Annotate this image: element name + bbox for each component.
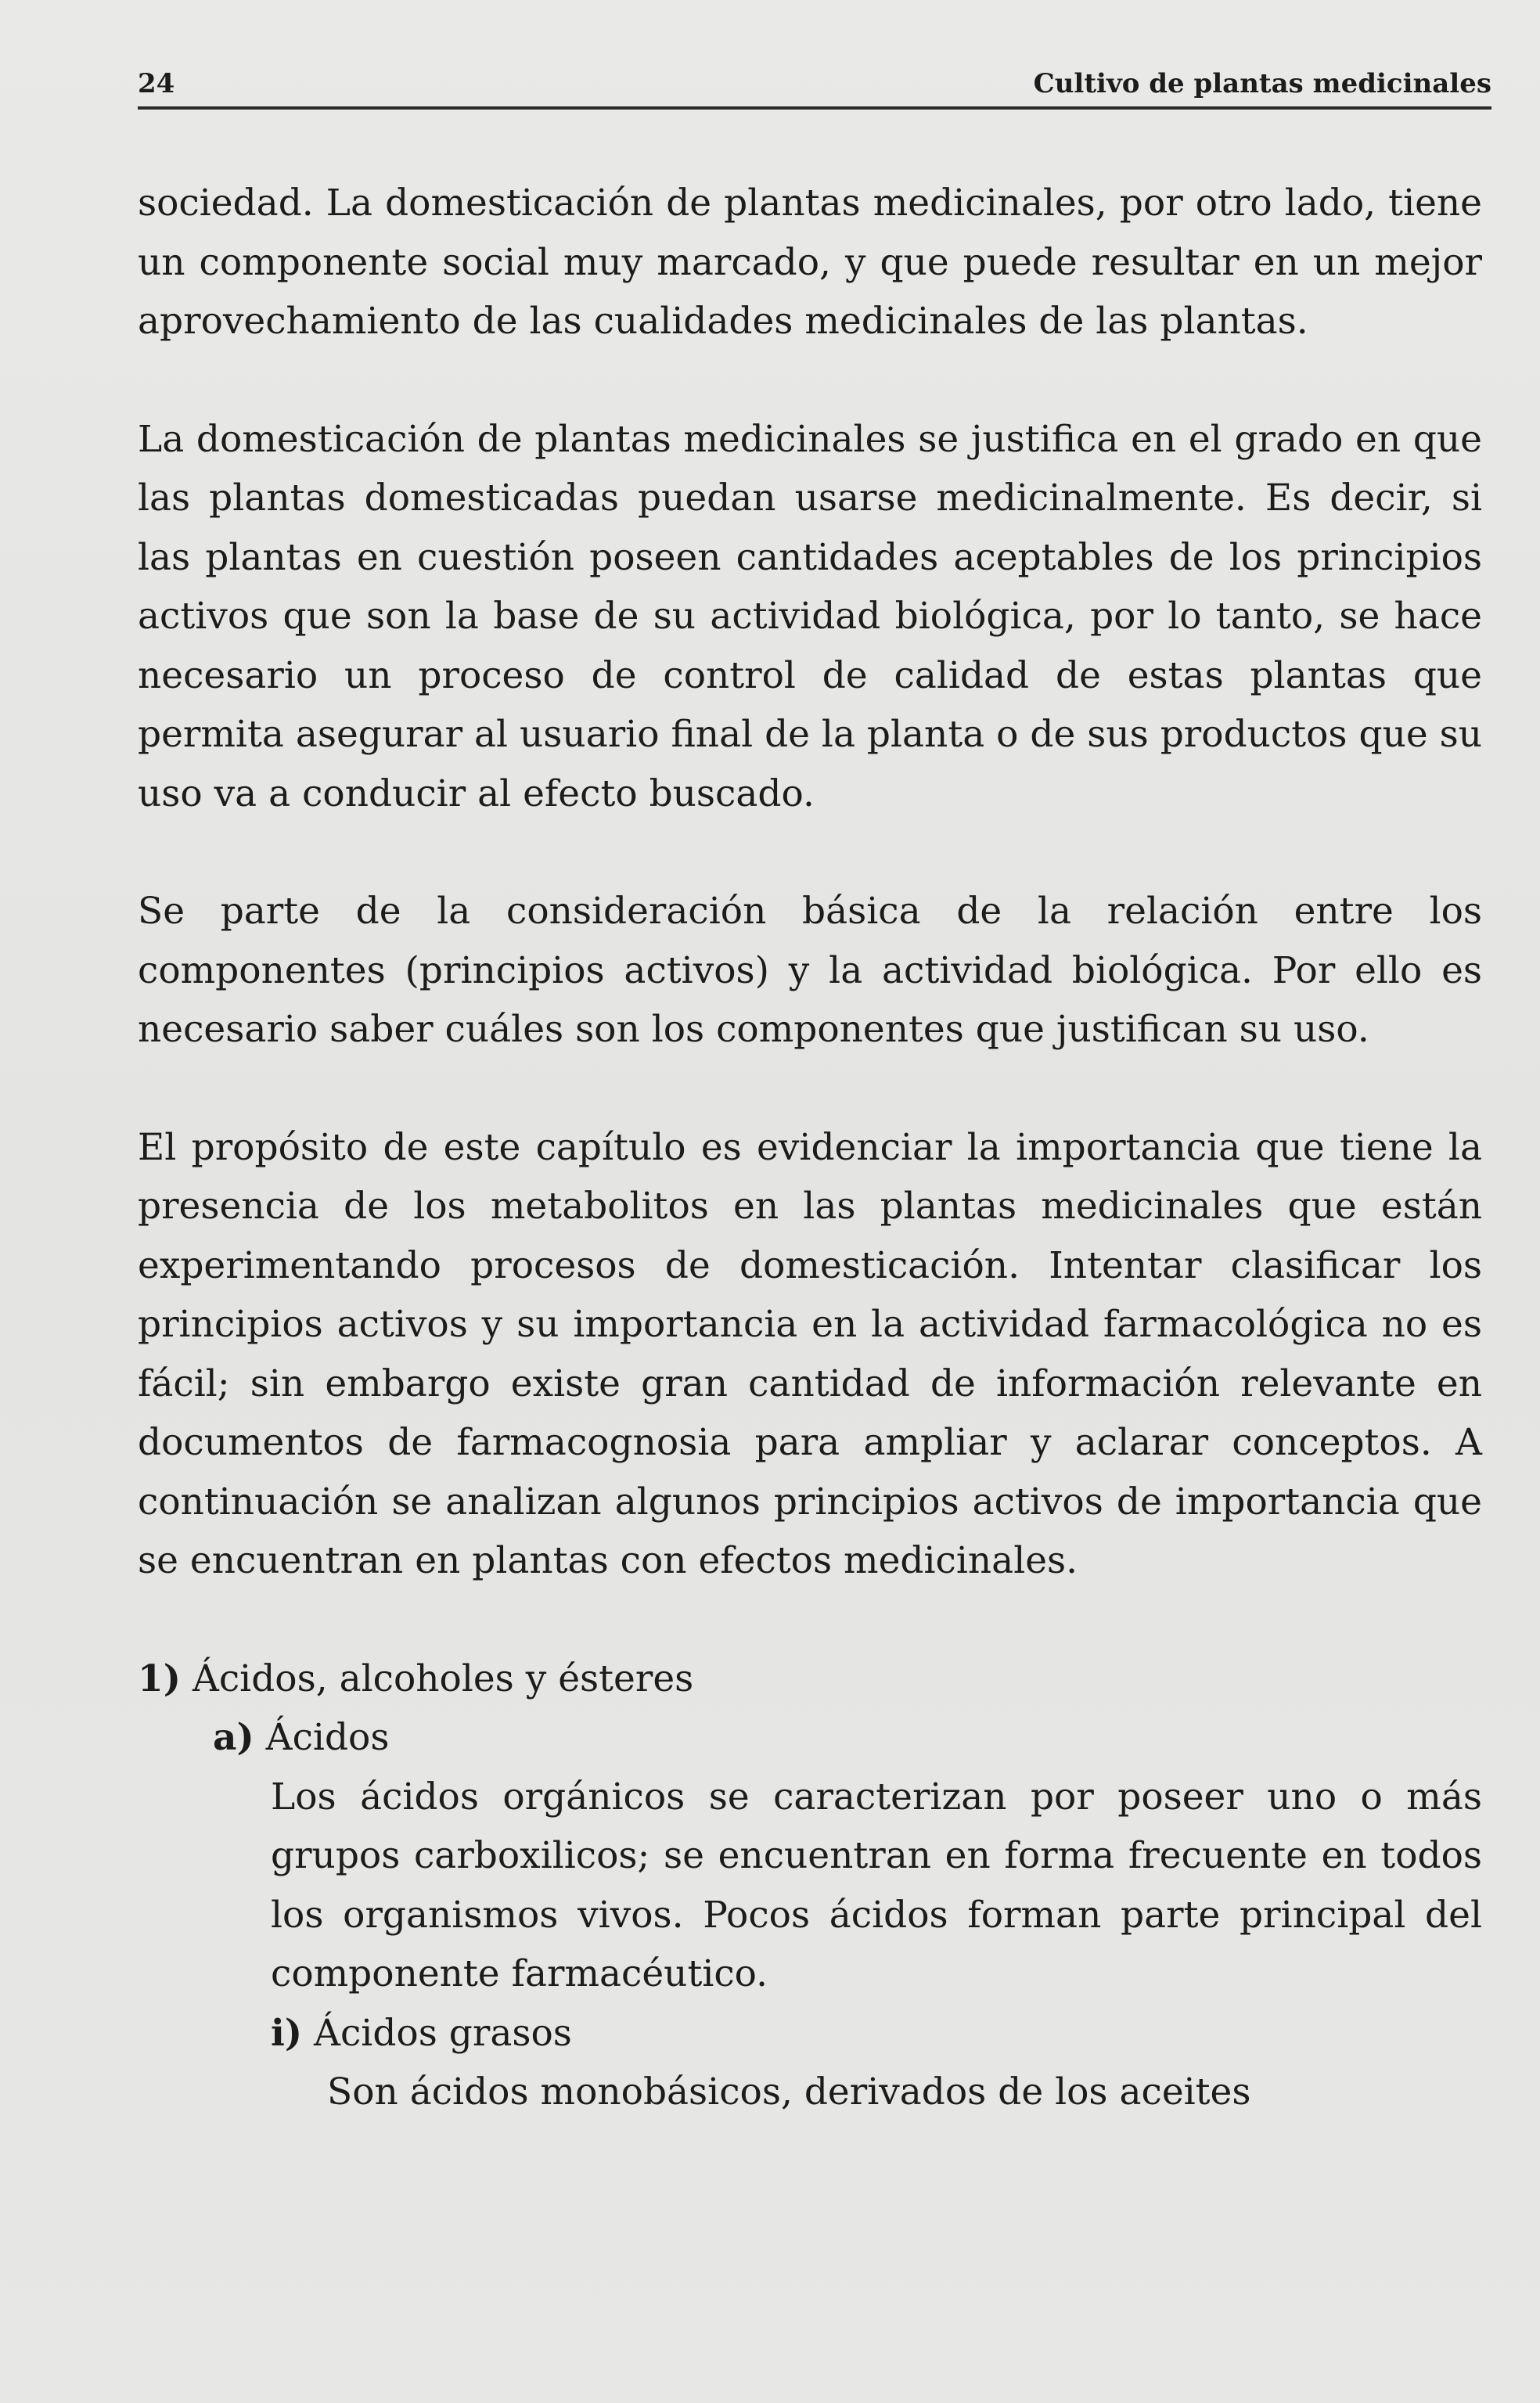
subsublist-item-fatty-acids [271,2004,1482,2122]
sublist-item-description: Los ácidos orgánicos se caracterizan por poseer uno o más grupos carboxilicos; se encuentran en forma frecuente en todos los organismos vivos. Pocos ácidos forman parte principal del componente farmacéutico. [271,1775,1482,1995]
list-item-label: 1) [138,1657,181,1700]
page-number: 24 [138,68,175,99]
sublist-item-label: a) [213,1716,254,1759]
running-title: Cultivo de plantas medicinales [1033,68,1491,99]
paragraph-3: Se parte de la consideración básica de la relación entre los componentes (principios activos) y la actividad biológica. Por ello es necesario saber cuáles son los componentes que justifican su uso. [138,890,1482,1051]
paragraph-1: sociedad. La domesticación de plantas medicinales, por otro lado, tiene un componente social muy marcado, y que puede resultar en un mejor aprovechamiento de las cualidades medicinales de las plantas. [138,182,1482,343]
list-item-acids-alcohols-esters [138,1649,1482,1709]
classification-list [138,1649,1482,2122]
sublist-item-acids [213,1708,1482,2122]
subsublist-item-text: Ácidos grasos [314,2011,572,2055]
sublist-item-heading [213,1708,1482,1768]
page-header [138,64,1491,103]
header-rule [138,106,1491,110]
paragraph-2: La domesticación de plantas medicinales se justifica en el grado en que las plantas domesticadas puedan usarse medicinalmente. Es decir, si las plantas en cuestión poseen cantidades aceptables de los principios activos que son la base de su actividad biológica, por lo tanto, se hace necesario un proceso de control de calidad de estas plantas que permita asegurar al usuario final de la planta o de sus productos que su uso va a conducir al efecto buscado. [138,417,1482,815]
paragraph-4: El propósito de este capítulo es evidenciar la importancia que tiene la presencia de los metabolitos en las plantas medicinales que están experimentando procesos de domesticación. Intentar clasificar los principios activos y su importancia en la actividad farmacológica no es fácil; sin embargo existe gran cantidad de información relevante en documentos de farmacognosia para ampliar y aclarar conceptos. A continuación se analizan algunos principios activos de importancia que se encuentran en plantas con efectos medicinales. [138,1125,1482,1582]
sublist-item-text: Ácidos [265,1716,390,1759]
subsublist-item-description: Son ácidos monobásicos, derivados de los aceites [327,2070,1251,2113]
list-item-text: Ácidos, alcoholes y ésteres [192,1657,694,1700]
subsublist-item-label: i) [271,2011,303,2055]
subsublist-item-heading [271,2004,1482,2063]
body-text [138,174,1482,2122]
